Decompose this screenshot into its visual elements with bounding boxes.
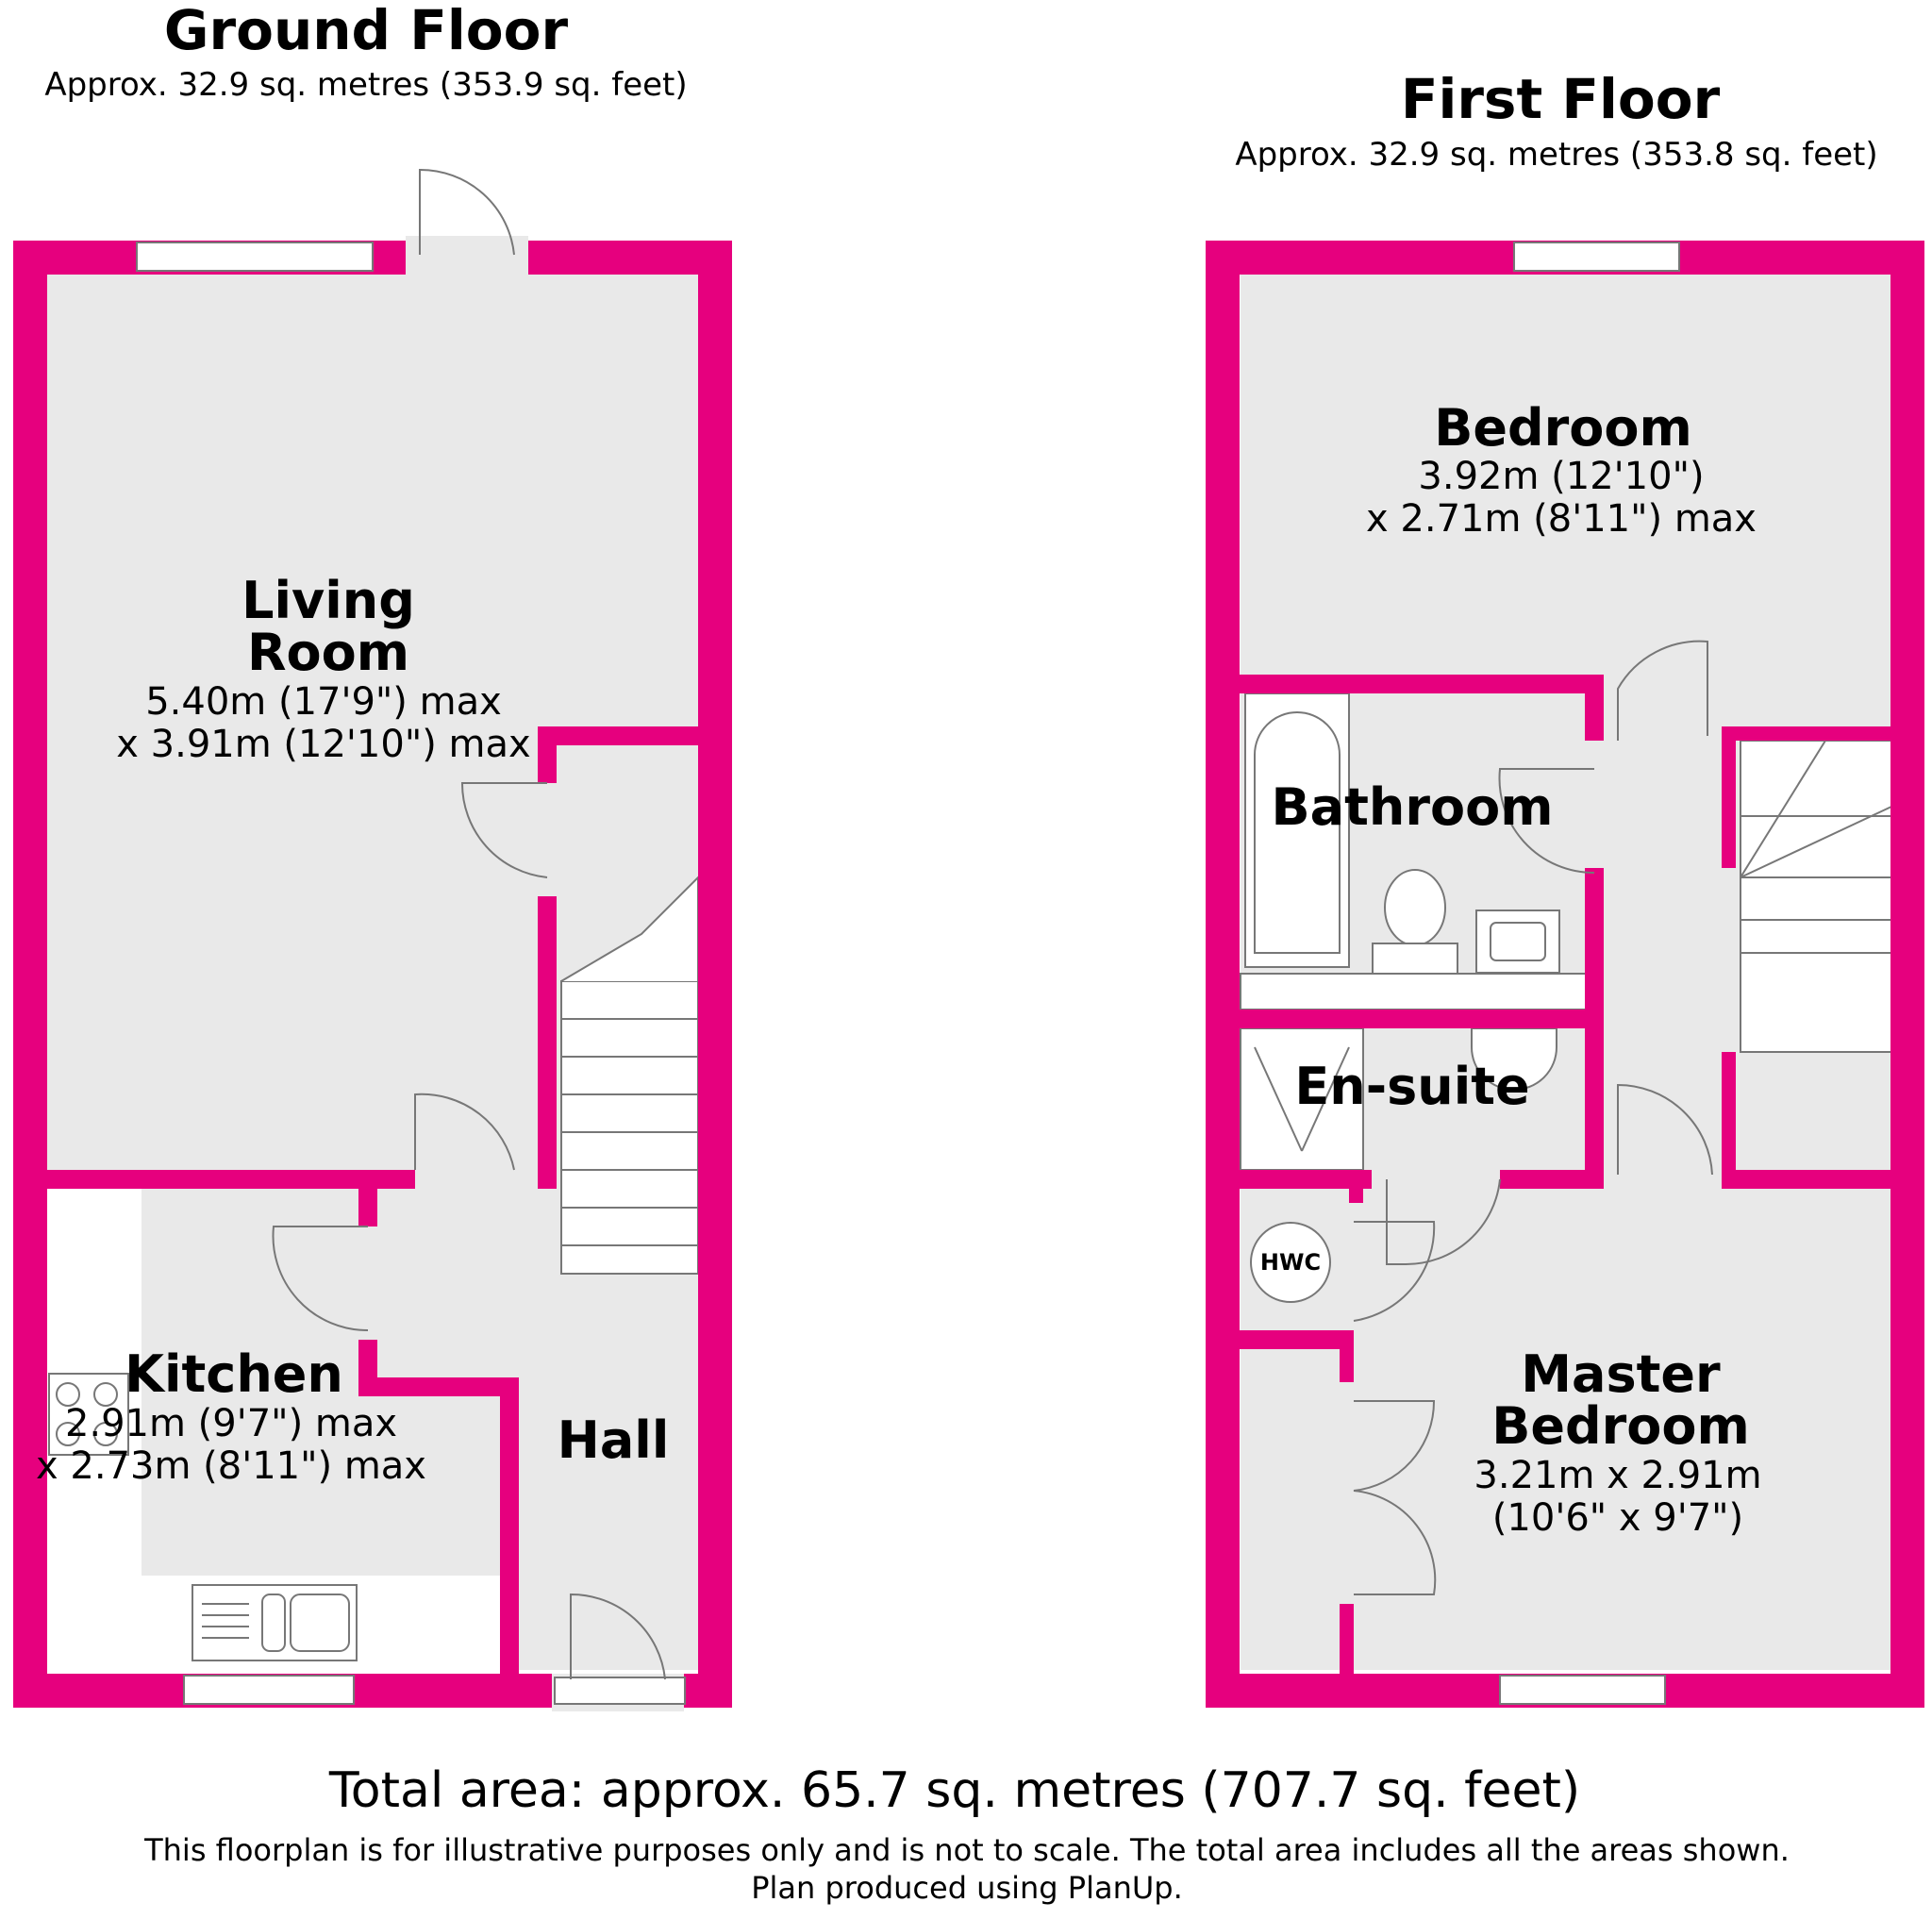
living-room-name-line2: Room [246, 623, 410, 682]
hwc-label: HWC [1259, 1249, 1322, 1276]
master-bedroom-name-line1: Master [1521, 1344, 1721, 1404]
ground-floor-area: Approx. 32.9 sq. metres (353.9 sq. feet) [44, 66, 688, 104]
ground-floor-title: Ground Floor [163, 0, 569, 62]
total-area: Total area: approx. 65.7 sq. metres (707.7 sq. feet) [328, 1762, 1581, 1819]
kitchen-sink-icon [192, 1585, 357, 1660]
disclaimer-line1: This floorplan is for illustrative purposes only and is not to scale. The total area includes all the areas shown. [144, 1832, 1790, 1868]
bedroom-dim2: x 2.71m (8'11") max [1366, 497, 1757, 541]
stairs-first-icon [1740, 741, 1891, 1052]
window-kitchen [184, 1676, 354, 1704]
door-step [555, 1677, 685, 1704]
kitchen-dim2: x 2.73m (8'11") max [36, 1444, 426, 1488]
disclaimer-line2: Plan produced using PlanUp. [751, 1870, 1183, 1906]
master-bedroom-dim2: (10'6" x 9'7") [1491, 1496, 1744, 1540]
master-bedroom-name-line2: Bedroom [1491, 1396, 1750, 1456]
window-living-top [137, 242, 373, 271]
master-bedroom-dim1: 3.21m x 2.91m [1474, 1454, 1762, 1497]
ensuite-name: En-suite [1294, 1057, 1530, 1116]
bedroom-name: Bedroom [1434, 398, 1692, 458]
kitchen-name: Kitchen [125, 1344, 343, 1404]
window-bedroom [1514, 242, 1679, 271]
living-room-dim1: 5.40m (17'9") max [145, 680, 502, 724]
bathroom-name: Bathroom [1271, 777, 1554, 837]
first-floor-area: Approx. 32.9 sq. metres (353.8 sq. feet) [1235, 136, 1878, 174]
kitchen-dim1: 2.91m (9'7") max [64, 1402, 398, 1445]
living-room-dim2: x 3.91m (12'10") max [116, 723, 531, 766]
basin-icon [1476, 910, 1559, 973]
hall-name: Hall [557, 1410, 670, 1470]
window-master [1500, 1676, 1665, 1704]
living-room-name-line1: Living [242, 571, 415, 630]
first-floor-title: First Floor [1400, 67, 1721, 131]
bedroom-dim1: 3.92m (12'10") [1418, 455, 1705, 498]
bathroom-worktop [1241, 974, 1590, 1010]
